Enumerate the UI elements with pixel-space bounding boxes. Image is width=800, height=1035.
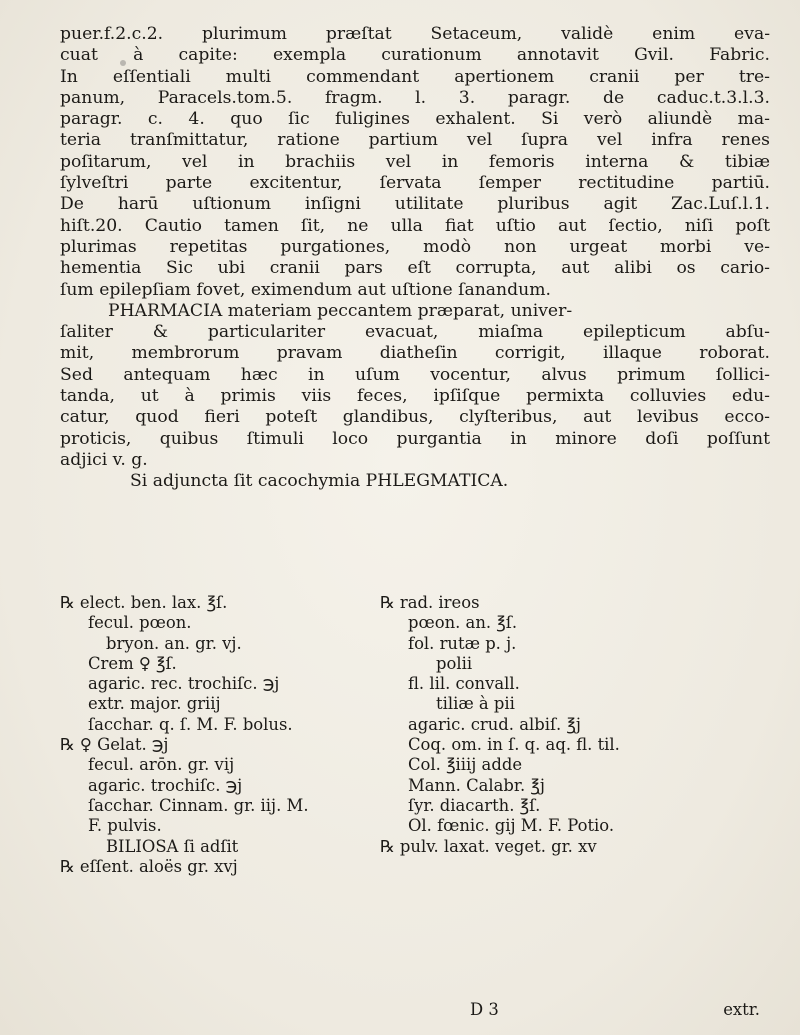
- recipe-line: ℞ ♀ Gelat. ℈j: [60, 735, 169, 755]
- recipe-line: F. pulvis.: [88, 816, 162, 836]
- catchword: extr.: [723, 1000, 760, 1019]
- text-line: panum, Paracels.tom.5. fragm. l. 3. paragr. de caduc.t.3.l.3.: [60, 87, 770, 108]
- text-line: ſaliter & particulariter evacuat, miaſma epilepticum abſu-: [60, 322, 770, 343]
- recipe-line: BILIOSA ſi adſit: [106, 836, 239, 856]
- recipe-line: fecul. pœon.: [88, 613, 192, 633]
- recipe-line: bryon. an. gr. vj.: [106, 633, 242, 653]
- recipe-line: agaric. crud. albiſ. ℥j: [408, 714, 581, 734]
- text-line: In eſſentiali multi commendant apertionem cranii per tre-: [60, 66, 770, 87]
- text-line: tanda, ut à primis viis feces, ipſiſque permixta colluvies edu-: [60, 386, 770, 407]
- text-line: proticis, quibus ſtimuli loco purgantia in minore doſi poſſunt: [60, 428, 770, 449]
- page-footer: [380, 1000, 760, 1019]
- recipe-line: Crem ♀ ℥ſ.: [88, 653, 177, 673]
- recipe-right-column: [380, 593, 760, 877]
- recipe-line: Col. ℥iiij adde: [408, 755, 523, 775]
- recipe-line: fecul. arōn. gr. vij: [88, 755, 235, 775]
- text-line: Si adjuncta ſit cacochymia PHLEGMATICA.: [130, 471, 509, 492]
- recipe-line: ℞ pulv. laxat. veget. gr. xv: [380, 836, 597, 856]
- recipe-line: fl. lil. convall.: [408, 674, 520, 694]
- text-line: ſylveſtri parte excitentur, ſervata ſemper rectitudine partiū.: [60, 173, 770, 194]
- text-line: teria tranſmittatur, ratione partium vel ſupra vel infra renes: [60, 130, 770, 151]
- main-text: [60, 24, 770, 493]
- recipe-line: ℞ elect. ben. lax. ℥ſ.: [60, 593, 228, 612]
- recipe-columns: [60, 593, 760, 877]
- text-line: cuat à capite: exempla curationum annotavit Gvil. Fabric.: [60, 45, 770, 66]
- text-line: PHARMACIA materiam peccantem præparat, univer-: [108, 300, 573, 321]
- text-line: puer.f.2.c.2. plurimum præſtat Setaceum, validè enim eva-: [60, 24, 770, 44]
- text-line: adjici v. g.: [60, 449, 148, 470]
- text-line: paragr. c. 4. quo ſic fuligines exhalent. Si verò aliundè ma-: [60, 109, 770, 130]
- recipe-line: ſacchar. Cinnam. gr. iij. M.: [88, 795, 309, 815]
- recipe-line: polii: [436, 653, 473, 673]
- recipe-line: tiliæ à pii: [436, 694, 515, 714]
- recipe-line: agaric. trochiſc. ℈j: [88, 775, 243, 795]
- recipe-line: Mann. Calabr. ℥j: [408, 775, 545, 795]
- recipe-line: Ol. fœnic. gij M. F. Potio.: [408, 816, 615, 836]
- text-line: ſum epilepſiam fovet, eximendum aut uſtione ſanandum.: [60, 279, 551, 300]
- recipe-line: ℞ rad. ireos: [380, 593, 480, 612]
- text-line: mit, membrorum pravam diatheſin corrigit, illaque roborat.: [60, 343, 770, 364]
- text-line: catur, quod fieri poteſt glandibus, clyſteribus, aut levibus ecco-: [60, 407, 770, 428]
- recipe-left-column: [60, 593, 340, 877]
- signature-mark: D 3: [470, 1000, 499, 1019]
- recipe-line: extr. major. griij: [88, 694, 221, 714]
- text-line: poſitarum, vel in brachiis vel in femoris interna & tibiæ: [60, 151, 770, 172]
- recipe-line: ſacchar. q. ſ. M. F. bolus.: [88, 714, 293, 734]
- recipe-line: ℞ eſſent. aloës gr. xvj: [60, 856, 238, 876]
- text-line: hiſt.20. Cautio tamen ſit, ne ulla fiat uſtio aut ſectio, niſi poſt: [60, 215, 770, 236]
- text-line: De harū uſtionum inſigni utilitate pluribus agit Zac.Luſ.l.1.: [60, 194, 770, 215]
- recipe-line: Coq. om. in ſ. q. aq. fl. til.: [408, 735, 620, 755]
- recipe-line: ſyr. diacarth. ℥ſ.: [408, 795, 541, 815]
- text-line: hementia Sic ubi cranii pars eſt corrupta, aut alibi os cario-: [60, 258, 770, 279]
- recipe-line: pœon. an. ℥ſ.: [408, 613, 518, 633]
- recipe-line: agaric. rec. trochiſc. ℈j: [88, 674, 280, 694]
- recipe-line: fol. rutæ p. j.: [408, 633, 517, 653]
- text-line: plurimas repetitas purgationes, modò non urgeat morbi ve-: [60, 236, 770, 257]
- text-line: Sed antequam hæc in uſum vocentur, alvus primum ſollici-: [60, 364, 770, 385]
